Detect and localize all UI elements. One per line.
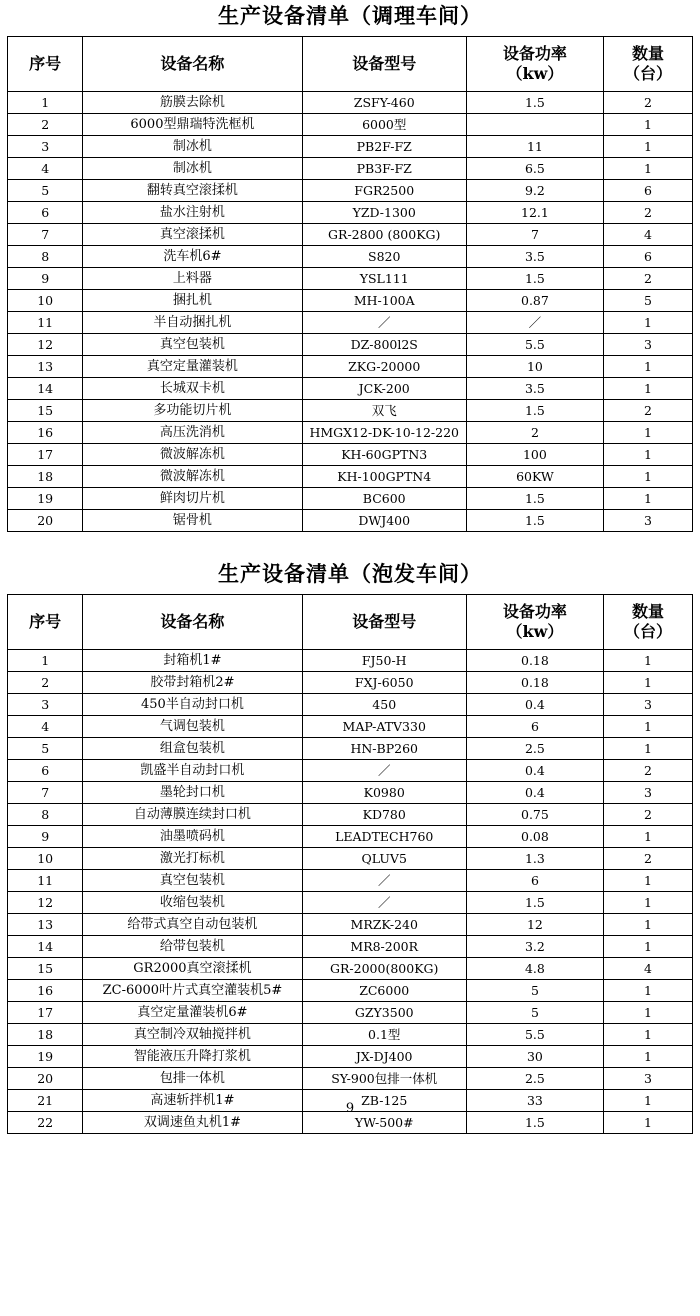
table-title-2: 生产设备清单（泡发车间） <box>218 561 482 586</box>
column-header-qty-line2: （台） <box>623 64 672 83</box>
cell-qty: 3 <box>603 510 692 532</box>
cell-qty: 1 <box>603 114 692 136</box>
cell-model: S820 <box>302 246 466 268</box>
cell-name: 给带包装机 <box>83 936 302 958</box>
section-spacer <box>7 546 693 558</box>
cell-model: PB2F-FZ <box>302 136 466 158</box>
column-header-power-line1: 设备功率 <box>502 44 567 63</box>
cell-model: 6000型 <box>302 114 466 136</box>
cell-model: ／ <box>302 760 466 782</box>
cell-power: 3.5 <box>466 378 603 400</box>
cell-power: 1.5 <box>466 510 603 532</box>
table-row <box>8 268 693 290</box>
cell-qty: 1 <box>603 936 692 958</box>
cell-no: 1 <box>8 650 83 672</box>
column-header-qty-line1: 数量 <box>631 602 664 621</box>
cell-qty: 1 <box>603 672 692 694</box>
cell-power: 7 <box>466 224 603 246</box>
cell-no: 13 <box>8 914 83 936</box>
cell-name: 微波解冻机 <box>83 466 302 488</box>
cell-name: 高压洗消机 <box>83 422 302 444</box>
cell-power: 12.1 <box>466 202 603 224</box>
table-row <box>8 224 693 246</box>
cell-no: 8 <box>8 246 83 268</box>
table-row <box>8 444 693 466</box>
cell-name: 凯盛半自动封口机 <box>83 760 302 782</box>
cell-power: 5 <box>466 1002 603 1024</box>
cell-qty: 1 <box>603 488 692 510</box>
cell-qty: 1 <box>603 1090 692 1112</box>
cell-name: 翻转真空滚揉机 <box>83 180 302 202</box>
table-row <box>8 290 693 312</box>
cell-no: 17 <box>8 1002 83 1024</box>
cell-name: 捆扎机 <box>83 290 302 312</box>
table-row <box>8 466 693 488</box>
cell-model: KH-100GPTN4 <box>302 466 466 488</box>
cell-power: 9.2 <box>466 180 603 202</box>
cell-power: 30 <box>466 1046 603 1068</box>
cell-no: 10 <box>8 290 83 312</box>
cell-name: 真空包装机 <box>83 334 302 356</box>
table-row <box>8 848 693 870</box>
cell-no: 14 <box>8 378 83 400</box>
cell-qty: 1 <box>603 158 692 180</box>
cell-power: 4.8 <box>466 958 603 980</box>
table-row <box>8 180 693 202</box>
cell-name: 真空滚揉机 <box>83 224 302 246</box>
table-row <box>8 914 693 936</box>
table-title-1: 生产设备清单（调理车间） <box>218 3 482 28</box>
table-row <box>8 510 693 532</box>
cell-model: KD780 <box>302 804 466 826</box>
cell-qty: 2 <box>603 268 692 290</box>
cell-power: 0.18 <box>466 672 603 694</box>
cell-name: 真空包装机 <box>83 870 302 892</box>
cell-qty: 1 <box>603 892 692 914</box>
cell-qty: 1 <box>603 356 692 378</box>
table-row <box>8 804 693 826</box>
cell-model: 双飞 <box>302 400 466 422</box>
cell-no: 20 <box>8 1068 83 1090</box>
cell-power: 0.75 <box>466 804 603 826</box>
cell-name: 给带式真空自动包装机 <box>83 914 302 936</box>
cell-power: 100 <box>466 444 603 466</box>
cell-model: FJ50-H <box>302 650 466 672</box>
cell-qty: 2 <box>603 400 692 422</box>
table-row <box>8 422 693 444</box>
cell-no: 14 <box>8 936 83 958</box>
column-header-power-line2: （kw） <box>506 64 564 83</box>
cell-no: 15 <box>8 958 83 980</box>
cell-name: 油墨喷码机 <box>83 826 302 848</box>
cell-model: YSL111 <box>302 268 466 290</box>
table-row <box>8 378 693 400</box>
cell-no: 18 <box>8 1024 83 1046</box>
cell-qty: 4 <box>603 224 692 246</box>
cell-name: 450半自动封口机 <box>83 694 302 716</box>
table-row <box>8 312 693 334</box>
cell-qty: 4 <box>603 958 692 980</box>
cell-qty: 1 <box>603 444 692 466</box>
cell-no: 17 <box>8 444 83 466</box>
cell-name: GR2000真空滚揉机 <box>83 958 302 980</box>
cell-model: ZSFY-460 <box>302 92 466 114</box>
cell-qty: 3 <box>603 782 692 804</box>
table-row <box>8 870 693 892</box>
cell-qty: 1 <box>603 136 692 158</box>
cell-model: GZY3500 <box>302 1002 466 1024</box>
table-row <box>8 356 693 378</box>
cell-model: FXJ-6050 <box>302 672 466 694</box>
cell-power: 1.5 <box>466 268 603 290</box>
cell-no: 11 <box>8 870 83 892</box>
cell-name: 长城双卡机 <box>83 378 302 400</box>
column-header-no: 序号 <box>8 595 83 650</box>
cell-model: ／ <box>302 312 466 334</box>
cell-qty: 1 <box>603 1002 692 1024</box>
cell-qty: 1 <box>603 422 692 444</box>
cell-no: 1 <box>8 92 83 114</box>
cell-name: 组盒包装机 <box>83 738 302 760</box>
cell-no: 9 <box>8 268 83 290</box>
cell-power: 3.2 <box>466 936 603 958</box>
cell-name: 气调包装机 <box>83 716 302 738</box>
cell-qty: 1 <box>603 870 692 892</box>
cell-power: 1.3 <box>466 848 603 870</box>
cell-power: 12 <box>466 914 603 936</box>
table-row <box>8 334 693 356</box>
table-row <box>8 488 693 510</box>
cell-model: ZKG-20000 <box>302 356 466 378</box>
column-header-power-line1: 设备功率 <box>502 602 567 621</box>
cell-name: 制冰机 <box>83 136 302 158</box>
table-row <box>8 760 693 782</box>
cell-name: 洗车机6# <box>83 246 302 268</box>
cell-model: FGR2500 <box>302 180 466 202</box>
cell-power: 5.5 <box>466 1024 603 1046</box>
cell-name: 自动薄膜连续封口机 <box>83 804 302 826</box>
document-page <box>0 2 700 1134</box>
cell-model: BC600 <box>302 488 466 510</box>
cell-no: 3 <box>8 136 83 158</box>
table-row <box>8 1068 693 1090</box>
cell-model: MR8-200R <box>302 936 466 958</box>
cell-power: 0.08 <box>466 826 603 848</box>
cell-name: 双调速鱼丸机1# <box>83 1112 302 1134</box>
cell-no: 9 <box>8 826 83 848</box>
cell-power: 6 <box>466 870 603 892</box>
column-header-model: 设备型号 <box>302 595 466 650</box>
cell-power: 1.5 <box>466 892 603 914</box>
table-row <box>8 936 693 958</box>
cell-power: 0.4 <box>466 694 603 716</box>
cell-power: 0.4 <box>466 782 603 804</box>
cell-qty: 1 <box>603 650 692 672</box>
cell-power: 1.5 <box>466 488 603 510</box>
table-row <box>8 694 693 716</box>
cell-name: ZC-6000叶片式真空灌装机5# <box>83 980 302 1002</box>
cell-name: 真空定量灌装机6# <box>83 1002 302 1024</box>
table-row <box>8 1024 693 1046</box>
column-header-qty <box>603 37 692 92</box>
cell-qty: 1 <box>603 980 692 1002</box>
cell-no: 21 <box>8 1090 83 1112</box>
table-header-row <box>8 595 693 650</box>
equipment-table-block-1 <box>7 2 693 532</box>
cell-no: 5 <box>8 180 83 202</box>
cell-model: 450 <box>302 694 466 716</box>
cell-name: 包排一体机 <box>83 1068 302 1090</box>
cell-model: MAP-ATV330 <box>302 716 466 738</box>
cell-qty: 6 <box>603 180 692 202</box>
cell-model: KH-60GPTN3 <box>302 444 466 466</box>
cell-no: 20 <box>8 510 83 532</box>
cell-power: 33 <box>466 1090 603 1112</box>
cell-power: 6 <box>466 716 603 738</box>
cell-model: ZC6000 <box>302 980 466 1002</box>
column-header-qty-line2: （台） <box>623 622 672 641</box>
cell-power: 1.5 <box>466 1112 603 1134</box>
cell-no: 8 <box>8 804 83 826</box>
table-header-row <box>8 37 693 92</box>
cell-qty: 3 <box>603 1068 692 1090</box>
cell-model: QLUV5 <box>302 848 466 870</box>
cell-qty: 1 <box>603 466 692 488</box>
cell-power: 10 <box>466 356 603 378</box>
cell-power: 6.5 <box>466 158 603 180</box>
cell-model: HN-BP260 <box>302 738 466 760</box>
cell-qty: 2 <box>603 92 692 114</box>
cell-qty: 1 <box>603 716 692 738</box>
cell-no: 15 <box>8 400 83 422</box>
cell-name: 制冰机 <box>83 158 302 180</box>
cell-no: 11 <box>8 312 83 334</box>
cell-no: 16 <box>8 980 83 1002</box>
table-row <box>8 158 693 180</box>
cell-no: 3 <box>8 694 83 716</box>
page-number: 9 <box>345 1101 355 1116</box>
cell-model: MRZK-240 <box>302 914 466 936</box>
cell-power: 2 <box>466 422 603 444</box>
cell-no: 19 <box>8 1046 83 1068</box>
cell-qty: 1 <box>603 1112 692 1134</box>
table-row <box>8 738 693 760</box>
table-row <box>8 650 693 672</box>
cell-no: 12 <box>8 892 83 914</box>
cell-qty: 1 <box>603 312 692 334</box>
cell-power: 5.5 <box>466 334 603 356</box>
cell-model: JCK-200 <box>302 378 466 400</box>
cell-model: GR-2000(800KG) <box>302 958 466 980</box>
equipment-table-2 <box>7 594 693 1134</box>
table-row <box>8 400 693 422</box>
cell-model: ZB-125 <box>302 1090 466 1112</box>
cell-no: 4 <box>8 158 83 180</box>
cell-model: DZ-800l2S <box>302 334 466 356</box>
cell-qty: 1 <box>603 826 692 848</box>
column-header-power <box>466 37 603 92</box>
cell-model: ／ <box>302 870 466 892</box>
cell-name: 锯骨机 <box>83 510 302 532</box>
column-header-power <box>466 595 603 650</box>
cell-qty: 2 <box>603 804 692 826</box>
cell-name: 真空制冷双轴搅拌机 <box>83 1024 302 1046</box>
cell-name: 上料器 <box>83 268 302 290</box>
cell-model: HMGX12-DK-10-12-220 <box>302 422 466 444</box>
table-row <box>8 202 693 224</box>
table-row <box>8 114 693 136</box>
column-header-name: 设备名称 <box>83 37 302 92</box>
cell-no: 6 <box>8 202 83 224</box>
table-row <box>8 672 693 694</box>
cell-power: 3.5 <box>466 246 603 268</box>
table-row <box>8 1002 693 1024</box>
cell-model: SY-900包排一体机 <box>302 1068 466 1090</box>
cell-model: GR-2800 (800KG) <box>302 224 466 246</box>
cell-no: 22 <box>8 1112 83 1134</box>
cell-power: 1.5 <box>466 400 603 422</box>
cell-power: 11 <box>466 136 603 158</box>
cell-qty: 1 <box>603 1024 692 1046</box>
cell-model: MH-100A <box>302 290 466 312</box>
table-row <box>8 136 693 158</box>
cell-power: 2.5 <box>466 1068 603 1090</box>
table-row <box>8 958 693 980</box>
cell-power: ／ <box>466 312 603 334</box>
column-header-no: 序号 <box>8 37 83 92</box>
cell-model: LEADTECH760 <box>302 826 466 848</box>
cell-no: 4 <box>8 716 83 738</box>
cell-model: JX-DJ400 <box>302 1046 466 1068</box>
table-row <box>8 716 693 738</box>
cell-qty: 1 <box>603 378 692 400</box>
cell-model: PB3F-FZ <box>302 158 466 180</box>
table-row <box>8 826 693 848</box>
cell-no: 5 <box>8 738 83 760</box>
cell-name: 封箱机1# <box>83 650 302 672</box>
cell-no: 10 <box>8 848 83 870</box>
cell-power: 0.87 <box>466 290 603 312</box>
table-row <box>8 1046 693 1068</box>
cell-name: 多功能切片机 <box>83 400 302 422</box>
table-row <box>8 782 693 804</box>
cell-power: 0.4 <box>466 760 603 782</box>
table-row <box>8 892 693 914</box>
cell-name: 盐水注射机 <box>83 202 302 224</box>
cell-qty: 1 <box>603 1046 692 1068</box>
cell-no: 6 <box>8 760 83 782</box>
cell-no: 2 <box>8 672 83 694</box>
cell-name: 收缩包装机 <box>83 892 302 914</box>
cell-name: 真空定量灌装机 <box>83 356 302 378</box>
cell-power <box>466 114 603 136</box>
cell-model: 0.1型 <box>302 1024 466 1046</box>
equipment-table-1 <box>7 36 693 532</box>
cell-name: 胶带封箱机2# <box>83 672 302 694</box>
column-header-qty <box>603 595 692 650</box>
cell-qty: 5 <box>603 290 692 312</box>
cell-name: 微波解冻机 <box>83 444 302 466</box>
cell-name: 6000型鼎瑞特洗框机 <box>83 114 302 136</box>
cell-model: DWJ400 <box>302 510 466 532</box>
cell-model: YW-500# <box>302 1112 466 1134</box>
cell-no: 13 <box>8 356 83 378</box>
cell-name: 鲜肉切片机 <box>83 488 302 510</box>
cell-power: 60KW <box>466 466 603 488</box>
cell-no: 12 <box>8 334 83 356</box>
cell-model: ／ <box>302 892 466 914</box>
cell-model: YZD-1300 <box>302 202 466 224</box>
cell-qty: 2 <box>603 848 692 870</box>
cell-power: 2.5 <box>466 738 603 760</box>
column-header-qty-line1: 数量 <box>631 44 664 63</box>
cell-qty: 2 <box>603 760 692 782</box>
cell-qty: 6 <box>603 246 692 268</box>
cell-no: 7 <box>8 224 83 246</box>
cell-name: 墨轮封口机 <box>83 782 302 804</box>
column-header-name: 设备名称 <box>83 595 302 650</box>
cell-model: K0980 <box>302 782 466 804</box>
cell-power: 1.5 <box>466 92 603 114</box>
cell-name: 智能液压升降打浆机 <box>83 1046 302 1068</box>
cell-qty: 3 <box>603 694 692 716</box>
cell-no: 18 <box>8 466 83 488</box>
cell-no: 16 <box>8 422 83 444</box>
cell-qty: 3 <box>603 334 692 356</box>
table-row <box>8 92 693 114</box>
cell-name: 激光打标机 <box>83 848 302 870</box>
column-header-model: 设备型号 <box>302 37 466 92</box>
cell-power: 0.18 <box>466 650 603 672</box>
cell-name: 筋膜去除机 <box>83 92 302 114</box>
cell-name: 半自动捆扎机 <box>83 312 302 334</box>
cell-qty: 2 <box>603 202 692 224</box>
cell-no: 19 <box>8 488 83 510</box>
cell-no: 2 <box>8 114 83 136</box>
table-row <box>8 246 693 268</box>
cell-power: 5 <box>466 980 603 1002</box>
cell-name: 高速斩拌机1# <box>83 1090 302 1112</box>
equipment-table-block-2 <box>7 560 693 1134</box>
column-header-power-line2: （kw） <box>506 622 564 641</box>
cell-no: 7 <box>8 782 83 804</box>
cell-qty: 1 <box>603 738 692 760</box>
cell-qty: 1 <box>603 914 692 936</box>
table-row <box>8 980 693 1002</box>
